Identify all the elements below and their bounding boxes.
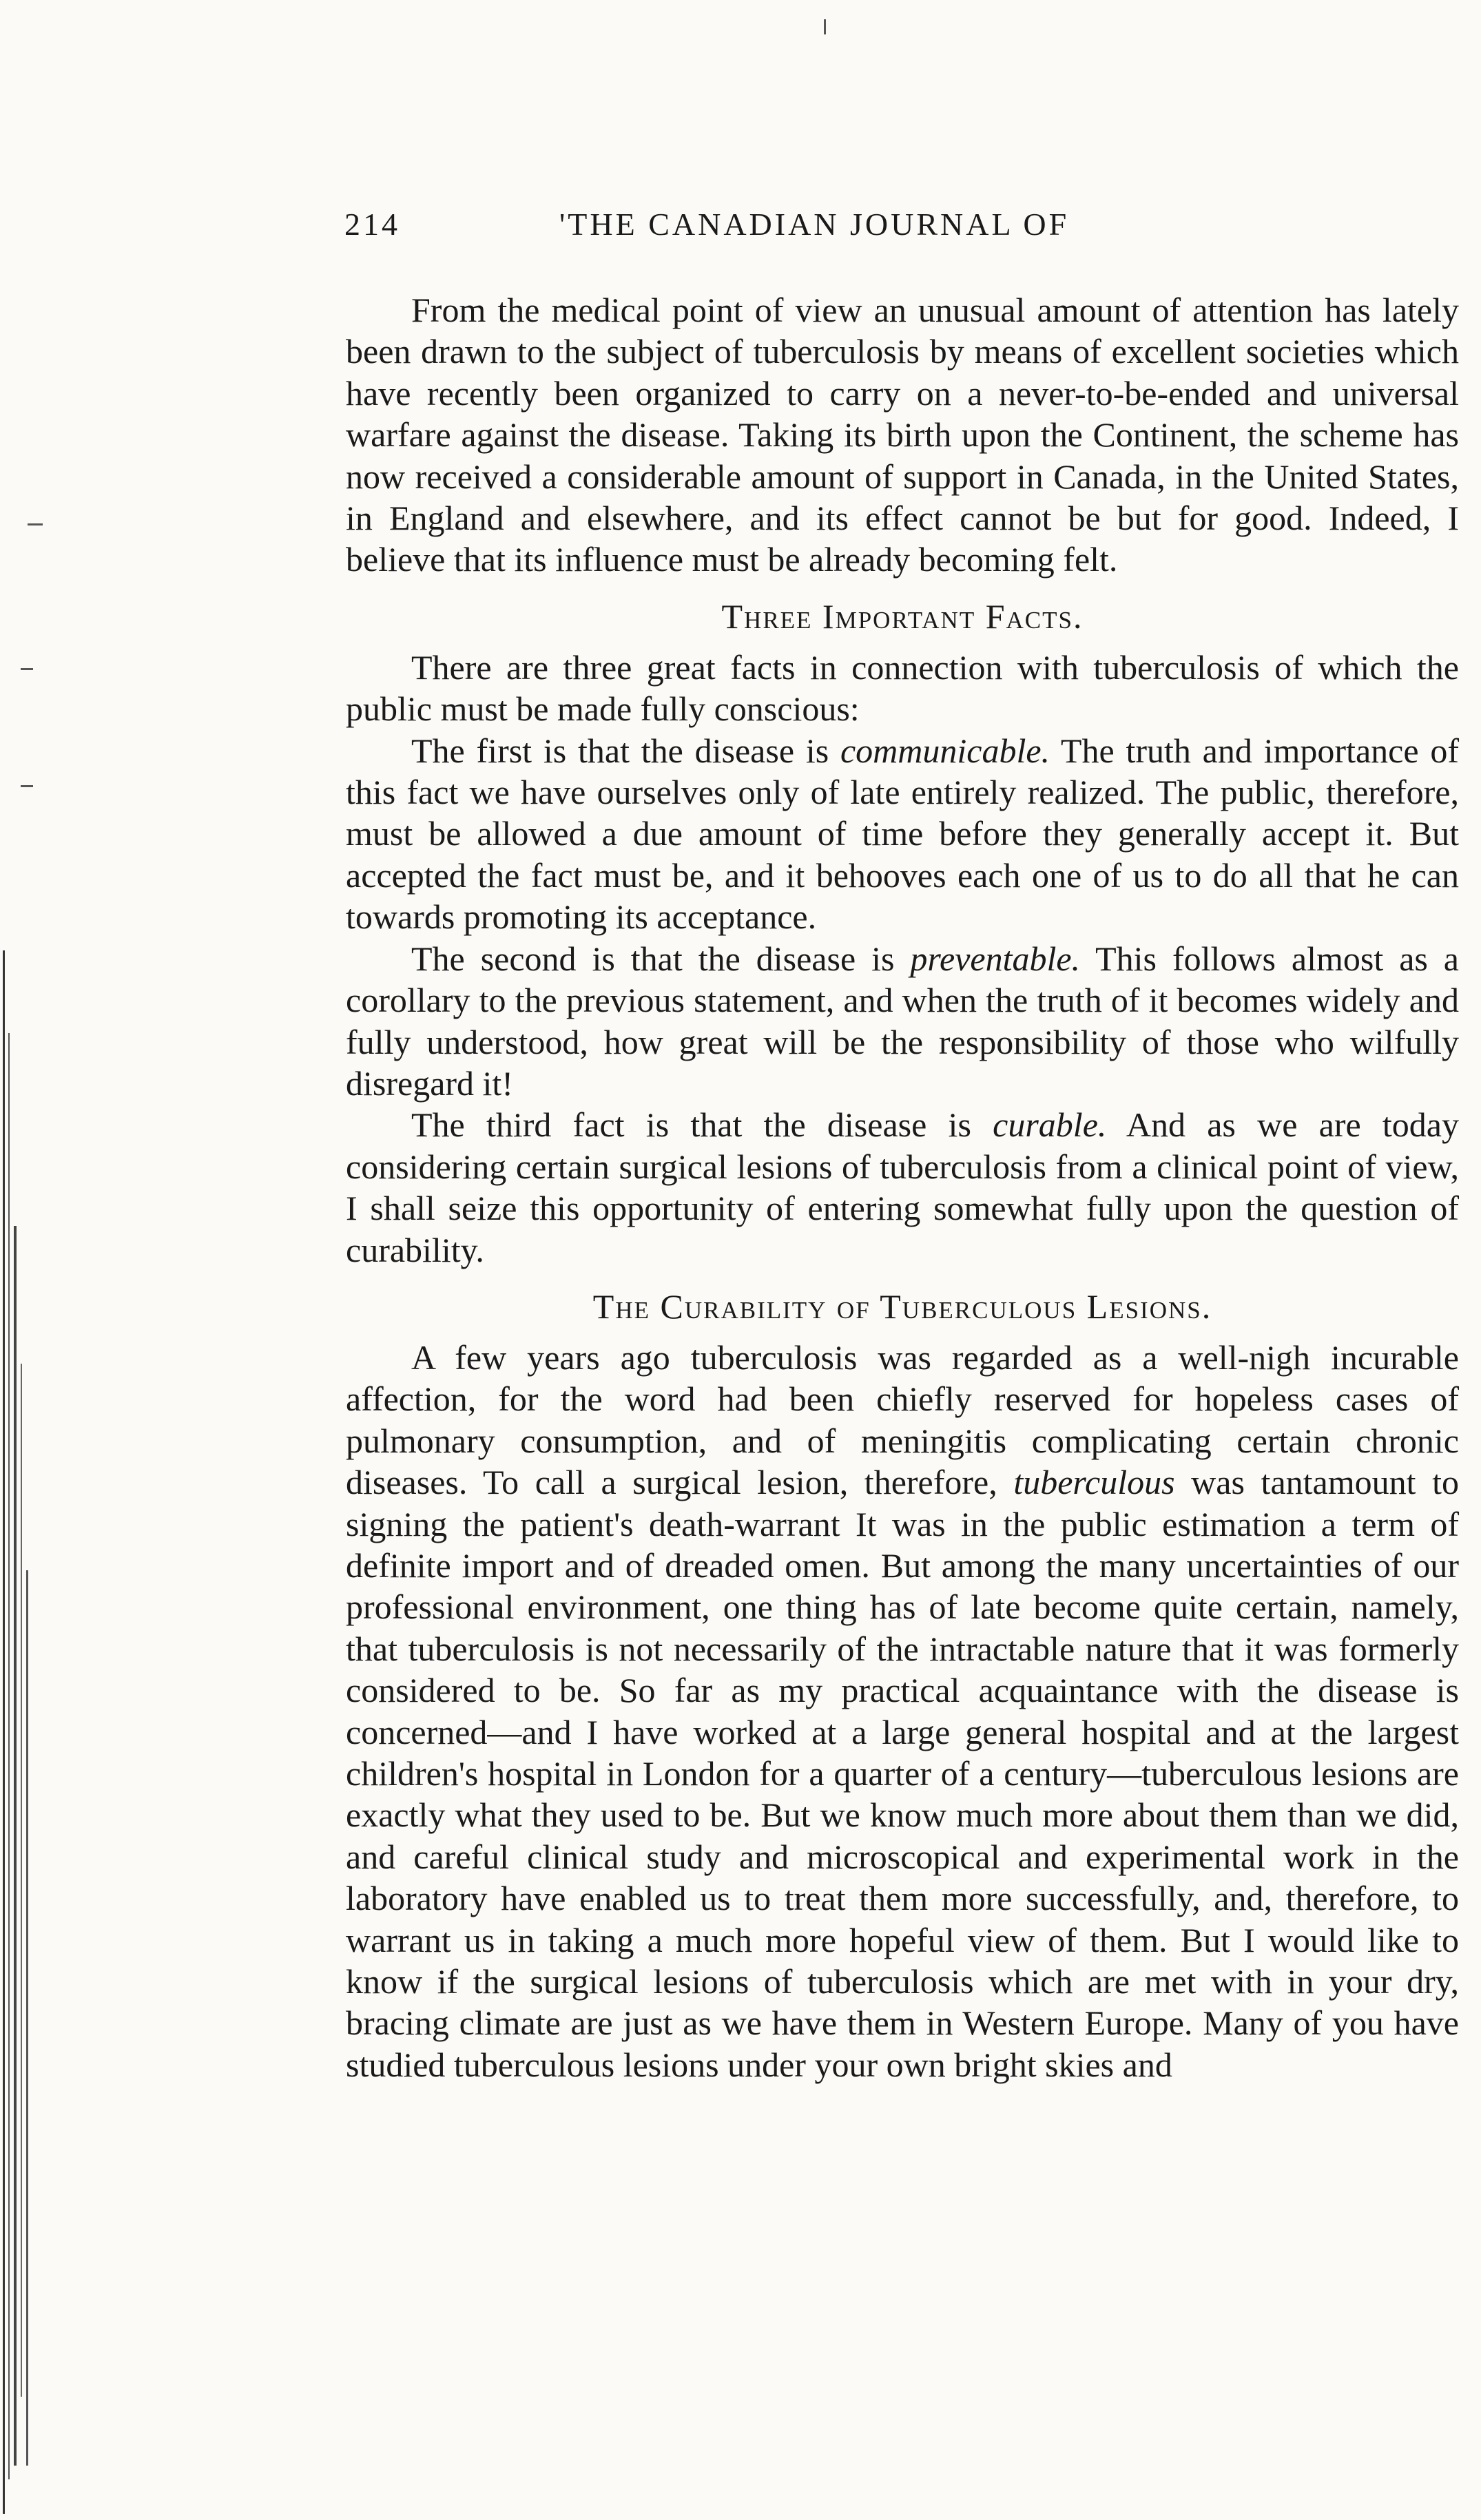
article-body [346, 289, 1459, 2085]
paragraph: From the medical point of view an unusual amount of attention has lately been drawn to the subject of tuberculosis by means of excellent societies which have recently been organized to carry on a never-to-be-ended and universal warfare against the disease. Taking its birth upon the Continent, the scheme has now received a considerable amount of support in Canada, in the United States, in England and elsewhere, and its effect cannot be but for good. Indeed, I believe that its influence must be already becoming felt. [346, 291, 1459, 579]
text-run: The second is that the disease is [411, 939, 911, 978]
journal-title: 'THE CANADIAN JOURNAL OF [559, 207, 1070, 242]
stray-mark [21, 668, 33, 670]
stray-mark [28, 523, 43, 525]
paragraph [346, 1104, 1459, 1271]
paragraph [346, 730, 1459, 938]
paragraph [346, 938, 1459, 1105]
emphasis: tuberculous [1013, 1463, 1175, 1502]
stray-mark [21, 785, 33, 787]
emphasis: preventable. [910, 939, 1081, 978]
stray-mark [824, 19, 826, 34]
text-run: A few years ago tuberculosis was regarded as a well-nigh incurable affection, for the word had been chiefly reserved for hopeless cases of pulmonary consumption, and of meningitis complicating certain chronic diseases. To call a surgical lesion, therefore, [346, 1337, 1459, 1502]
text-run: This follows almost as a corollary to the previous statement, and when the truth of it becomes widely and fully understood, how great will be the responsibility of those who wilfully disregard it! [346, 939, 1459, 1103]
text-run: The third fact is that the disease is [411, 1105, 993, 1145]
binding-edge-artifact [0, 950, 62, 2514]
section-heading: Three Important Facts. [721, 596, 1084, 636]
text-run: The first is that the disease is [411, 731, 840, 770]
paragraph [346, 1337, 1459, 2085]
emphasis: communicable. [840, 731, 1050, 770]
emphasis: curable. [993, 1105, 1107, 1145]
text-run: And as we are today considering certain surgical lesions of tuberculosis from a clinical point of view, I shall seize this opportunity of entering somewhat fully upon the question of curability. [346, 1105, 1460, 1269]
section-heading: The Curability of Tuberculous Lesions. [592, 1287, 1212, 1326]
page-number: 214 [344, 207, 400, 242]
text-run: The truth and importance of this fact we have ourselves only of late entirely realized. The public, therefore, must be allowed a due amount of time before they generally accept it. But accepted the fact must be, and it behooves each one of us to do all that he can towards promoting its acceptance. [346, 731, 1459, 937]
text-run: was tantamount to signing the patient's death-warrant It was in the public estimation a term of definite import and of dreaded omen. But among the many uncertainties of our professional environment, one thing has of late become quite certain, namely, that tuberculosis is not necessarily of the intractable nature that it was formerly considered to be. So far as my practical acquaintance with the disease is concerned—and I have worked at a large general hospital and at the largest children's hospital in London for a quarter of a century—tuberculous lesions are exactly what they used to be. But we know much more about them than we did, and careful clinical study and microscopical and experimental work in the laboratory have enabled us to treat them more successfully, and, therefore, to warrant us in taking a much more hopeful view of them. But I would like to know if the surgical lesions of tuberculosis which are met with in your dry, bracing climate are just as we have them in Western Europe. Many of you have studied tuberculous lesions under your own bright skies and [346, 1463, 1460, 2084]
paragraph: There are three great facts in connection with tuberculosis of which the public must be made fully conscious: [346, 647, 1459, 729]
